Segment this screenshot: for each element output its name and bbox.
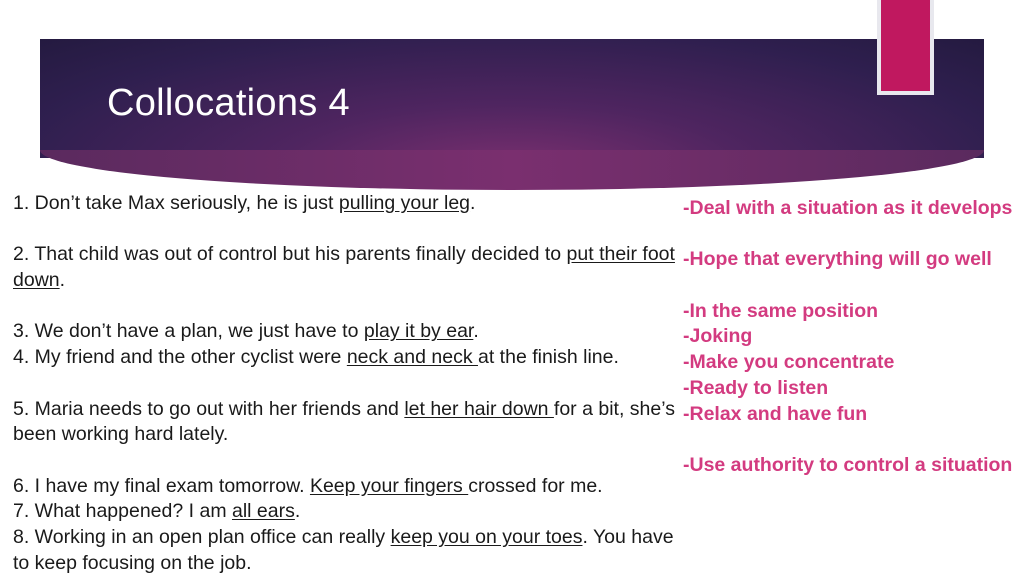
collocation-phrase: all ears bbox=[231, 500, 295, 523]
sentence-7: 7. What happened? I am all ears. bbox=[13, 500, 301, 523]
sentence-6: 6. I have my final exam tomorrow. Keep your fingers crossed for me. bbox=[13, 474, 603, 497]
definition-4: -Joking bbox=[683, 325, 753, 348]
definition-1: -Deal with a situation as it develops bbox=[683, 197, 1013, 219]
collocation-phrase: keep you on your toes bbox=[390, 526, 583, 549]
definition-2: -Hope that everything will go well bbox=[683, 248, 992, 271]
sentence-8: 8. Working in an open plan office can really keep you on your toes. You have to keep focusing on the job. bbox=[13, 526, 674, 574]
collocation-phrase: put their foot down bbox=[13, 243, 675, 292]
sentence-2: 2. That child was out of control but his parents finally decided to put their foot down. bbox=[13, 243, 675, 292]
slide-title: Collocations 4 bbox=[107, 82, 350, 124]
definition-6: -Ready to listen bbox=[683, 376, 829, 399]
collocation-phrase: play it by ear bbox=[363, 320, 474, 343]
collocation-phrase: let her hair down bbox=[404, 397, 554, 420]
collocation-phrase: pulling your leg bbox=[338, 192, 471, 214]
definition-3: -In the same position bbox=[683, 299, 879, 322]
sentence-4: 4. My friend and the other cyclist were neck and neck at the finish line. bbox=[13, 346, 619, 369]
collocation-phrase: neck and neck bbox=[346, 346, 478, 369]
sentence-list bbox=[13, 191, 681, 576]
definition-list bbox=[683, 196, 1023, 479]
definition-8: -Use authority to control a situation bbox=[683, 453, 1013, 476]
banner-curve bbox=[40, 150, 984, 190]
sentence-1: 1. Don’t take Max seriously, he is just pulling your leg. bbox=[13, 192, 476, 214]
definition-7: -Relax and have fun bbox=[683, 402, 868, 425]
collocation-phrase: Keep your fingers bbox=[309, 474, 469, 497]
sentence-5: 5. Maria needs to go out with her friends and let her hair down for a bit, she’s been working hard lately. bbox=[13, 397, 675, 446]
accent-tab bbox=[877, 0, 934, 95]
sentence-3: 3. We don’t have a plan, we just have to play it by ear. bbox=[13, 320, 479, 343]
definition-5: -Make you concentrate bbox=[683, 351, 895, 374]
